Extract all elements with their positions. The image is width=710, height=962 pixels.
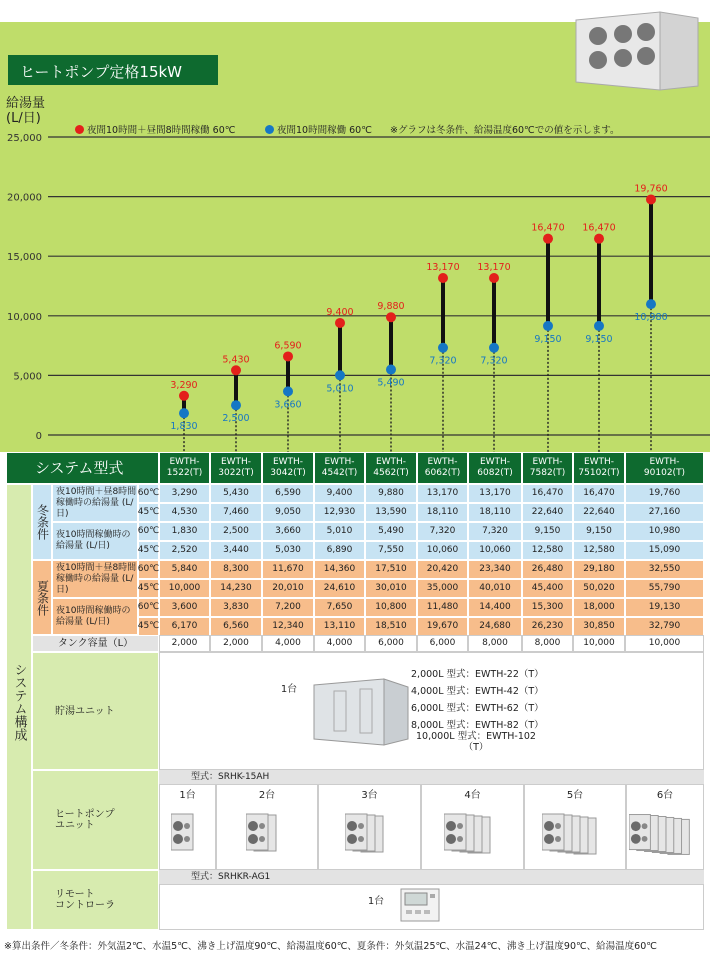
winter-value: 7,550: [365, 541, 417, 560]
red-point: [335, 318, 345, 328]
red-point: [489, 273, 499, 283]
red-data-label: 19,760: [634, 183, 668, 195]
summer-value: 18,510: [365, 617, 417, 636]
red-point: [646, 194, 656, 204]
model-header: EWTH- 4542(T): [314, 452, 365, 484]
red-data-label: 16,470: [582, 222, 616, 234]
summer-value: 7,650: [314, 598, 365, 617]
winter-value: 18,110: [417, 503, 468, 522]
blue-data-label: 7,320: [480, 355, 508, 367]
winter-value: 5,030: [262, 541, 314, 560]
y-tick-label: 20,000: [7, 192, 42, 204]
y-tick-label: 5,000: [13, 371, 42, 383]
red-point: [231, 365, 241, 375]
remote-controller-model: 型式：SRHKR-AG1: [159, 870, 704, 884]
summer-value: 6,170: [159, 617, 210, 636]
storage-model-text: 4,000L 型式：EWTH-42（T）: [411, 685, 544, 697]
summer-value: 50,020: [573, 579, 625, 598]
model-header: EWTH- 1522(T): [159, 452, 210, 484]
model-header: EWTH- 90102(T): [625, 452, 704, 484]
red-data-label: 9,880: [377, 301, 405, 313]
remote-controller-count: 1台: [367, 895, 385, 907]
storage-unit-label: 貯湯ユニット: [32, 652, 159, 770]
winter-value: 7,320: [468, 522, 522, 541]
summer-value: 6,560: [210, 617, 262, 636]
winter-value: 16,470: [573, 484, 625, 503]
heat-pump-image: [345, 810, 395, 858]
summer-value: 26,480: [522, 560, 573, 579]
blue-point: [438, 343, 448, 353]
winter-value: 12,580: [522, 541, 573, 560]
blue-point: [179, 408, 189, 418]
blue-data-label: 9,150: [585, 333, 613, 345]
heat-pump-count: 4台: [464, 789, 481, 801]
summer-value: 55,790: [625, 579, 704, 598]
blue-data-label: 5,490: [377, 377, 405, 389]
summer-group-a-label: 夜10時間＋昼8時間 稼働時の給湯量 (L/日): [52, 560, 138, 598]
heat-pump-count: 1台: [179, 789, 196, 801]
footnote: ※算出条件／冬条件：外気温2℃、水温5℃、沸き上げ温度90℃、給湯温度60℃、夏条件：外気温25℃、水温24℃、沸き上げ温度90℃、給湯温度60℃: [4, 941, 657, 952]
y-axis-title-line1: 給湯量: [6, 96, 46, 111]
temperature-label: 45℃: [138, 617, 159, 636]
blue-data-label: 1,830: [170, 421, 198, 433]
y-tick-label: 10,000: [7, 311, 42, 323]
winter-value: 9,150: [573, 522, 625, 541]
red-point: [283, 351, 293, 361]
heat-pump-model: 型式：SRHK-15AH: [159, 770, 704, 784]
summer-label: 夏条件: [32, 560, 52, 635]
winter-value: 13,170: [468, 484, 522, 503]
heat-pump-image: [171, 810, 205, 858]
summer-value: 20,420: [417, 560, 468, 579]
summer-value: 3,600: [159, 598, 210, 617]
blue-data-label: 2,500: [222, 413, 250, 425]
blue-point: [543, 321, 553, 331]
summer-value: 10,800: [365, 598, 417, 617]
winter-value: 5,430: [210, 484, 262, 503]
summer-value: 30,850: [573, 617, 625, 636]
heat-pump-image: [542, 810, 608, 858]
blue-data-label: 9,150: [534, 333, 562, 345]
winter-group-b-label: 夜10時間稼働時の 給湯量 (L/日): [52, 522, 138, 560]
legend-note: ※グラフは冬条件、給湯温度60℃での値を示します。: [390, 125, 620, 136]
summer-value: 7,200: [262, 598, 314, 617]
red-data-label: 3,290: [170, 379, 198, 391]
tank-capacity-value: 2,000: [159, 635, 210, 652]
summer-value: 17,510: [365, 560, 417, 579]
winter-value: 7,320: [417, 522, 468, 541]
model-header: EWTH- 7582(T): [522, 452, 573, 484]
heat-pump-count: 5台: [566, 789, 584, 801]
spec-table: [6, 452, 704, 930]
y-tick-label: 0: [35, 431, 42, 442]
summer-value: 13,110: [314, 617, 365, 636]
winter-value: 10,060: [468, 541, 522, 560]
red-point: [386, 312, 396, 322]
remote-controller-label: リモート コントローラ: [32, 870, 159, 930]
blue-point: [594, 321, 604, 331]
system-config-label: システム構成: [11, 663, 27, 741]
blue-data-label: 7,320: [429, 355, 457, 367]
winter-value: 2,500: [210, 522, 262, 541]
summer-value: 32,790: [625, 617, 704, 636]
summer-value: 15,300: [522, 598, 573, 617]
system-type-header: システム型式: [6, 452, 159, 484]
red-data-label: 5,430: [222, 354, 250, 366]
blue-point: [489, 343, 499, 353]
red-point: [543, 234, 553, 244]
winter-value: 9,050: [262, 503, 314, 522]
winter-value: 12,580: [573, 541, 625, 560]
y-tick-label: 15,000: [7, 252, 42, 264]
temperature-label: 45℃: [138, 503, 159, 522]
model-header: EWTH- 3022(T): [210, 452, 262, 484]
winter-value: 9,400: [314, 484, 365, 503]
temperature-label: 45℃: [138, 541, 159, 560]
winter-value: 22,640: [522, 503, 573, 522]
winter-value: 10,060: [417, 541, 468, 560]
summer-value: 18,000: [573, 598, 625, 617]
summer-value: 40,010: [468, 579, 522, 598]
winter-value: 5,010: [314, 522, 365, 541]
red-point: [594, 234, 604, 244]
red-point: [438, 273, 448, 283]
temperature-label: 60℃: [138, 598, 159, 617]
blue-point: [231, 400, 241, 410]
temperature-label: 60℃: [138, 522, 159, 541]
heat-pump-image: [444, 810, 502, 858]
winter-value: 6,890: [314, 541, 365, 560]
y-axis-title-line2: (L/日): [6, 111, 41, 126]
winter-value: 3,290: [159, 484, 210, 503]
blue-point: [646, 299, 656, 309]
winter-value: 4,530: [159, 503, 210, 522]
summer-value: 3,830: [210, 598, 262, 617]
winter-value: 22,640: [573, 503, 625, 522]
heat-pump-image: [246, 810, 288, 858]
blue-point: [283, 386, 293, 396]
summer-value: 29,180: [573, 560, 625, 579]
summer-value: 8,300: [210, 560, 262, 579]
summer-value: 14,360: [314, 560, 365, 579]
tank-capacity-value: 8,000: [522, 635, 573, 652]
storage-model-text: 8,000L 型式：EWTH-82（T）: [411, 719, 544, 731]
summer-value: 20,010: [262, 579, 314, 598]
summer-value: 19,130: [625, 598, 704, 617]
winter-value: 27,160: [625, 503, 704, 522]
red-data-label: 13,170: [426, 262, 460, 274]
legend-blue-label: 夜間10時間稼働 60℃: [277, 125, 372, 136]
legend-red-label: 夜間10時間＋昼間8時間稼働 60℃: [87, 125, 236, 136]
summer-value: 10,000: [159, 579, 210, 598]
red-data-label: 13,170: [477, 262, 511, 274]
heat-pump-count: 6台: [656, 789, 674, 801]
tank-capacity-value: 4,000: [262, 635, 314, 652]
summer-value: 45,400: [522, 579, 573, 598]
winter-value: 13,590: [365, 503, 417, 522]
summer-value: 14,400: [468, 598, 522, 617]
summer-value: 11,480: [417, 598, 468, 617]
blue-point: [386, 365, 396, 375]
winter-value: 9,880: [365, 484, 417, 503]
storage-unit-count: 1台: [280, 683, 298, 695]
storage-model-text: 6,000L 型式：EWTH-62（T）: [411, 702, 544, 714]
summer-value: 30,010: [365, 579, 417, 598]
blue-data-label: 5,010: [326, 383, 354, 395]
tank-capacity-value: 10,000: [573, 635, 625, 652]
summer-value: 35,000: [417, 579, 468, 598]
heat-pump-unit-label: ヒートポンプ ユニット: [32, 770, 159, 870]
tank-capacity-value: 6,000: [417, 635, 468, 652]
winter-value: 10,980: [625, 522, 704, 541]
summer-value: 11,670: [262, 560, 314, 579]
winter-group-a-label: 夜10時間＋昼8時間 稼働時の給湯量 (L/日): [52, 484, 138, 522]
tank-capacity-value: 6,000: [365, 635, 417, 652]
summer-value: 14,230: [210, 579, 262, 598]
summer-group-b-label: 夜10時間稼働時の 給湯量 (L/日): [52, 598, 138, 635]
model-header: EWTH- 6062(T): [417, 452, 468, 484]
winter-value: 18,110: [468, 503, 522, 522]
red-data-label: 9,400: [326, 306, 354, 318]
remote-controller-image: [400, 888, 440, 922]
summer-value: 19,670: [417, 617, 468, 636]
heat-pump-image: [629, 810, 701, 858]
winter-value: 15,090: [625, 541, 704, 560]
summer-value: 12,340: [262, 617, 314, 636]
blue-data-label: 3,660: [274, 399, 302, 411]
blue-data-label: 10,980: [634, 312, 668, 324]
tank-capacity-value: 8,000: [468, 635, 522, 652]
tank-capacity-value: 4,000: [314, 635, 365, 652]
temperature-label: 60℃: [138, 484, 159, 503]
model-header: EWTH- 3042(T): [262, 452, 314, 484]
winter-value: 3,660: [262, 522, 314, 541]
page-title: ヒートポンプ定格15kW: [8, 55, 218, 85]
winter-value: 3,440: [210, 541, 262, 560]
model-header: EWTH- 4562(T): [365, 452, 417, 484]
temperature-label: 45℃: [138, 579, 159, 598]
winter-value: 12,930: [314, 503, 365, 522]
tank-capacity-label: タンク容量（L）: [32, 635, 159, 652]
storage-model-text: 10,000L 型式：EWTH-102（T）: [416, 731, 536, 753]
model-header: EWTH- 6082(T): [468, 452, 522, 484]
red-point: [179, 391, 189, 401]
summer-value: 24,610: [314, 579, 365, 598]
winter-value: 1,830: [159, 522, 210, 541]
winter-value: 7,460: [210, 503, 262, 522]
summer-value: 26,230: [522, 617, 573, 636]
winter-value: 13,170: [417, 484, 468, 503]
winter-value: 6,590: [262, 484, 314, 503]
winter-value: 16,470: [522, 484, 573, 503]
storage-unit-image: [304, 677, 414, 747]
summer-value: 5,840: [159, 560, 210, 579]
temperature-label: 60℃: [138, 560, 159, 579]
heat-pump-count: 2台: [258, 789, 276, 801]
heat-pump-count: 3台: [361, 789, 378, 801]
winter-label: 冬条件: [32, 484, 52, 560]
blue-point: [335, 370, 345, 380]
summer-value: 32,550: [625, 560, 704, 579]
summer-value: 24,680: [468, 617, 522, 636]
tank-capacity-value: 10,000: [625, 635, 704, 652]
winter-value: 5,490: [365, 522, 417, 541]
red-data-label: 6,590: [274, 340, 302, 352]
storage-model-text: 2,000L 型式：EWTH-22（T）: [411, 668, 544, 680]
tank-capacity-value: 2,000: [210, 635, 262, 652]
winter-value: 9,150: [522, 522, 573, 541]
winter-value: 2,520: [159, 541, 210, 560]
red-data-label: 16,470: [531, 222, 565, 234]
winter-value: 19,760: [625, 484, 704, 503]
y-tick-label: 25,000: [7, 133, 42, 144]
model-header: EWTH- 75102(T): [573, 452, 625, 484]
summer-value: 23,340: [468, 560, 522, 579]
